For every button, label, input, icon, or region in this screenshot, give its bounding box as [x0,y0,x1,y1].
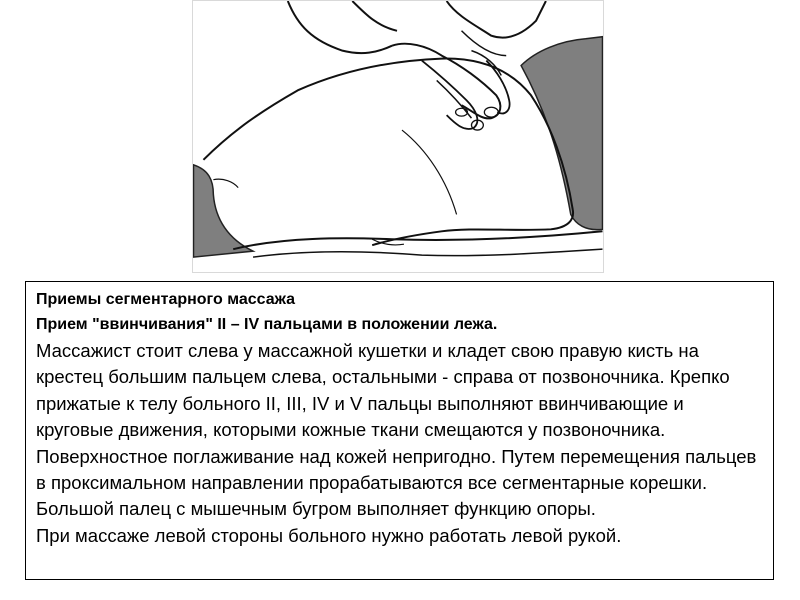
massage-illustration [192,0,604,273]
section-title: Приемы сегментарного массажа [36,291,296,308]
technique-title: Прием "ввинчивания" II – IV пальцами в положении лежа. [36,316,498,333]
description-last-line: При массаже левой стороны больного нужно работать левой рукой. [36,524,622,546]
description-box [25,281,774,580]
massage-drawing [193,1,603,272]
description-paragraph: Массажист стоит слева у массажной кушетки и кладет свою правую кисть на крестец большим пальцем слева, остальными - справа от позвоночника. Крепко прижатые к телу больного II, III, IV и V пальцы выполняют ввинчивающие и круговые движения, которыми кожные ткани смещаются у позвоночника. Поверхностное поглаживание над кожей непригодно. Путем перемещения пальцев в проксимальном направлении прорабатываются все сегментарные корешки. Большой палец с мышечным бугром выполняет функцию опоры. [36,340,757,520]
